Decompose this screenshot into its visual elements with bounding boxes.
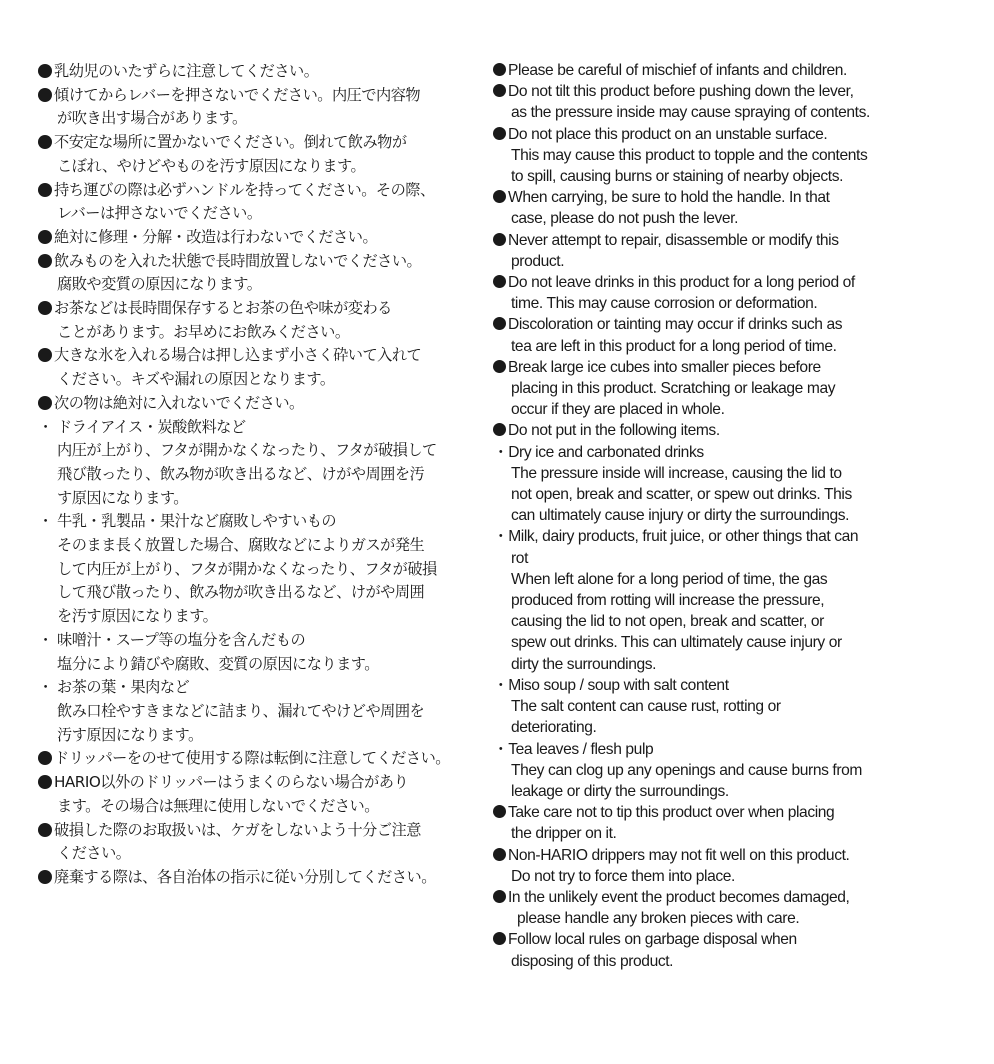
jp-text: 飲みものを入れた状態で長時間放置しないでください。	[54, 251, 422, 270]
en-text: In the unlikely event the product becomes damaged,	[508, 888, 850, 906]
bullet-icon	[38, 348, 52, 362]
en-subitem-text: The pressure inside will increase, causing the lid to	[511, 464, 842, 482]
bullet-icon	[493, 233, 506, 246]
jp-caution-item	[38, 344, 486, 368]
bullet-icon	[493, 423, 506, 436]
jp-text: 傾けてからレバーを押さないでください。内圧で内容物	[54, 85, 421, 104]
jp-caution-item	[38, 250, 486, 274]
jp-text: お茶などは長時間保存するとお茶の色や味が変わる	[54, 299, 392, 318]
bullet-icon	[38, 88, 52, 102]
en-subitem-text: produced from rotting will increase the pressure,	[511, 592, 825, 610]
jp-subitem-text: 飲み口栓やすきまなどに詰まり、漏れてやけどや周囲を	[57, 701, 425, 720]
en-caution-item	[493, 60, 945, 81]
jp-subitem-text: を汚す原因になります。	[57, 607, 218, 626]
en-subitem-text: When left alone for a long period of time, the gas	[511, 570, 828, 588]
en-subitem-text: deteriorating.	[511, 719, 597, 737]
en-text: Follow local rules on garbage disposal when	[508, 931, 797, 949]
en-continuation: time. This may cause corrosion or deformation.	[511, 295, 818, 313]
en-caution-item	[493, 420, 945, 441]
en-caution-item	[493, 802, 945, 823]
en-subitem-text: causing the lid to not open, break and scatter, or	[511, 613, 824, 631]
en-caution-item	[493, 187, 945, 208]
en-continuation: disposing of this product.	[511, 952, 674, 970]
jp-text: 持ち運びの際は必ずハンドルを持ってください。その際、	[54, 180, 435, 199]
jp-text: 次の物は絶対に入れないでください。	[54, 393, 304, 412]
jp-subitem-text: 汚す原因になります。	[57, 725, 203, 744]
jp-text: 絶対に修理・分解・改造は行わないでください。	[54, 227, 378, 246]
jp-continuation: ください。	[57, 844, 131, 863]
jp-text: 廃棄する際は、各自治体の指示に従い分別してください。	[54, 867, 436, 886]
jp-text: HARIO以外のドリッパーはうまくのらない場合があり	[54, 773, 409, 792]
en-text: When carrying, be sure to hold the handle. In that	[508, 189, 830, 207]
en-subitem-text: They can clog up any openings and cause burns from	[511, 761, 863, 779]
bullet-icon	[493, 63, 506, 76]
en-text: Do not place this product on an unstable surface.	[508, 125, 828, 143]
jp-text: ドリッパーをのせて使用する際は転倒に注意してください。	[54, 749, 450, 768]
bullet-icon	[493, 127, 506, 140]
en-continuation: case, please do not push the lever.	[511, 210, 739, 228]
bullet-icon	[493, 275, 506, 288]
jp-continuation: ことがあります。お早めにお飲みください。	[57, 322, 350, 341]
en-text: Please be careful of mischief of infants and children.	[508, 62, 847, 79]
bullet-icon	[493, 360, 506, 373]
jp-subitem-text: そのまま長く放置した場合、腐敗などによりガスが発生	[57, 536, 425, 555]
en-subitem-text: leakage or dirty the surroundings.	[511, 782, 729, 800]
bullet-icon	[38, 183, 52, 197]
en-continuation: Do not try to force them into place.	[511, 867, 735, 885]
jp-caution-item	[38, 60, 486, 84]
bullet-icon	[493, 84, 506, 97]
jp-subitem-heading: ・ お茶の葉・果肉など	[38, 678, 190, 697]
en-subitem-heading-cont: rot	[511, 549, 528, 567]
en-text: Never attempt to repair, disassemble or modify this	[508, 231, 839, 249]
en-continuation: occur if they are placed in whole.	[511, 401, 725, 419]
en-continuation: to spill, causing burns or staining of nearby objects.	[511, 168, 844, 186]
jp-subitem-text: 塩分により錆びや腐敗、変質の原因になります。	[57, 654, 379, 673]
jp-continuation: こぼれ、やけどやものを汚す原因になります。	[57, 156, 366, 175]
en-continuation: the dripper on it.	[511, 825, 617, 843]
en-continuation: product.	[511, 252, 565, 270]
en-subitem-text: spew out drinks. This can ultimately cause injury or	[511, 634, 842, 652]
jp-caution-item	[38, 771, 486, 795]
en-subitem-heading: ・Milk, dairy products, fruit juice, or other things that can	[493, 528, 859, 546]
en-text: Break large ice cubes into smaller pieces before	[508, 358, 821, 376]
bullet-icon	[38, 254, 52, 268]
en-subitem-heading: ・Dry ice and carbonated drinks	[493, 443, 704, 461]
en-caution-item	[493, 357, 945, 378]
bullet-icon	[38, 230, 52, 244]
en-continuation: placing in this product. Scratching or leakage may	[511, 380, 836, 398]
en-continuation: as the pressure inside may cause spraying of contents.	[511, 104, 870, 122]
bullet-icon	[38, 135, 52, 149]
jp-caution-item	[38, 747, 486, 771]
jp-text: 不安定な場所に置かないでください。倒れて飲み物が	[54, 133, 407, 152]
en-caution-item	[493, 272, 945, 293]
jp-caution-item	[38, 84, 486, 108]
jp-text: 大きな氷を入れる場合は押し込まず小さく砕いて入れて	[54, 346, 422, 365]
japanese-caution-column	[38, 60, 486, 890]
en-caution-item	[493, 81, 945, 102]
jp-subitem-heading: ・ 牛乳・乳製品・果汁など腐敗しやすいもの	[38, 512, 337, 531]
bullet-icon	[38, 823, 52, 837]
jp-subitem-text: して内圧が上がり、フタが開かなくなったり、フタが破損	[57, 559, 437, 578]
english-caution-column	[493, 60, 945, 972]
bullet-icon	[493, 190, 506, 203]
en-subitem-text: not open, break and scatter, or spew out drinks. This	[511, 486, 852, 504]
jp-caution-item	[38, 819, 486, 843]
en-caution-item	[493, 845, 945, 866]
en-subitem-text: can ultimately cause injury or dirty the surroundings.	[511, 507, 850, 525]
jp-continuation: ます。その場合は無理に使用しないでください。	[57, 796, 379, 815]
en-caution-item	[493, 887, 945, 908]
jp-text: 乳幼児のいたずらに注意してください。	[54, 62, 319, 80]
en-continuation: This may cause this product to topple and the contents	[511, 146, 868, 164]
jp-caution-item	[38, 866, 486, 890]
jp-caution-item	[38, 297, 486, 321]
bullet-icon	[38, 396, 52, 410]
en-text: Take care not to tip this product over when placing	[508, 804, 835, 822]
jp-continuation: が吹き出す場合があります。	[57, 109, 247, 128]
en-text: Do not put in the following items.	[508, 422, 720, 440]
en-subitem-heading: ・Miso soup / soup with salt content	[493, 676, 729, 694]
bullet-icon	[38, 870, 52, 884]
bullet-icon	[38, 775, 52, 789]
bullet-icon	[38, 751, 52, 765]
en-text: Discoloration or tainting may occur if drinks such as	[508, 316, 843, 334]
en-caution-item	[493, 230, 945, 251]
bullet-icon	[493, 890, 506, 903]
jp-subitem-text: 飛び散ったり、飲み物が吹き出るなど、けがや周囲を汚	[57, 464, 425, 483]
bullet-icon	[38, 64, 52, 78]
jp-continuation: ください。キズや漏れの原因となります。	[57, 370, 335, 389]
bullet-icon	[38, 301, 52, 315]
en-text: Do not leave drinks in this product for a long period of	[508, 274, 855, 292]
en-continuation: tea are left in this product for a long period of time.	[511, 337, 837, 355]
en-continuation: please handle any broken pieces with care.	[517, 910, 800, 928]
jp-caution-item	[38, 131, 486, 155]
en-subitem-text: The salt content can cause rust, rotting or	[511, 698, 781, 716]
jp-caution-item	[38, 226, 486, 250]
jp-text: 破損した際のお取扱いは、ケガをしないよう十分ご注意	[54, 820, 421, 839]
jp-caution-item	[38, 179, 486, 203]
bullet-icon	[493, 848, 506, 861]
jp-subitem-text: す原因になります。	[57, 488, 188, 507]
en-caution-item	[493, 124, 945, 145]
en-caution-item	[493, 314, 945, 335]
en-subitem-text: dirty the surroundings.	[511, 655, 657, 673]
jp-subitem-heading: ・ ドライアイス・炭酸飲料など	[38, 417, 246, 436]
bullet-icon	[493, 317, 506, 330]
jp-subitem-text: 内圧が上がり、フタが開かなくなったり、フタが破損して	[57, 441, 437, 460]
jp-continuation: 腐敗や変質の原因になります。	[57, 275, 262, 294]
jp-continuation: レバーは押さないでください。	[57, 204, 262, 223]
en-caution-item	[493, 929, 945, 950]
bullet-icon	[493, 932, 506, 945]
bullet-icon	[493, 805, 506, 818]
jp-subitem-text: して飛び散ったり、飲み物が吹き出るなど、けがや周囲	[57, 583, 425, 602]
en-text: Non-HARIO drippers may not fit well on this product.	[508, 846, 850, 864]
jp-subitem-heading: ・ 味噌汁・スープ等の塩分を含んだもの	[38, 630, 306, 649]
en-subitem-heading: ・Tea leaves / flesh pulp	[493, 740, 654, 758]
jp-caution-item	[38, 392, 486, 416]
en-text: Do not tilt this product before pushing down the lever,	[508, 83, 854, 101]
